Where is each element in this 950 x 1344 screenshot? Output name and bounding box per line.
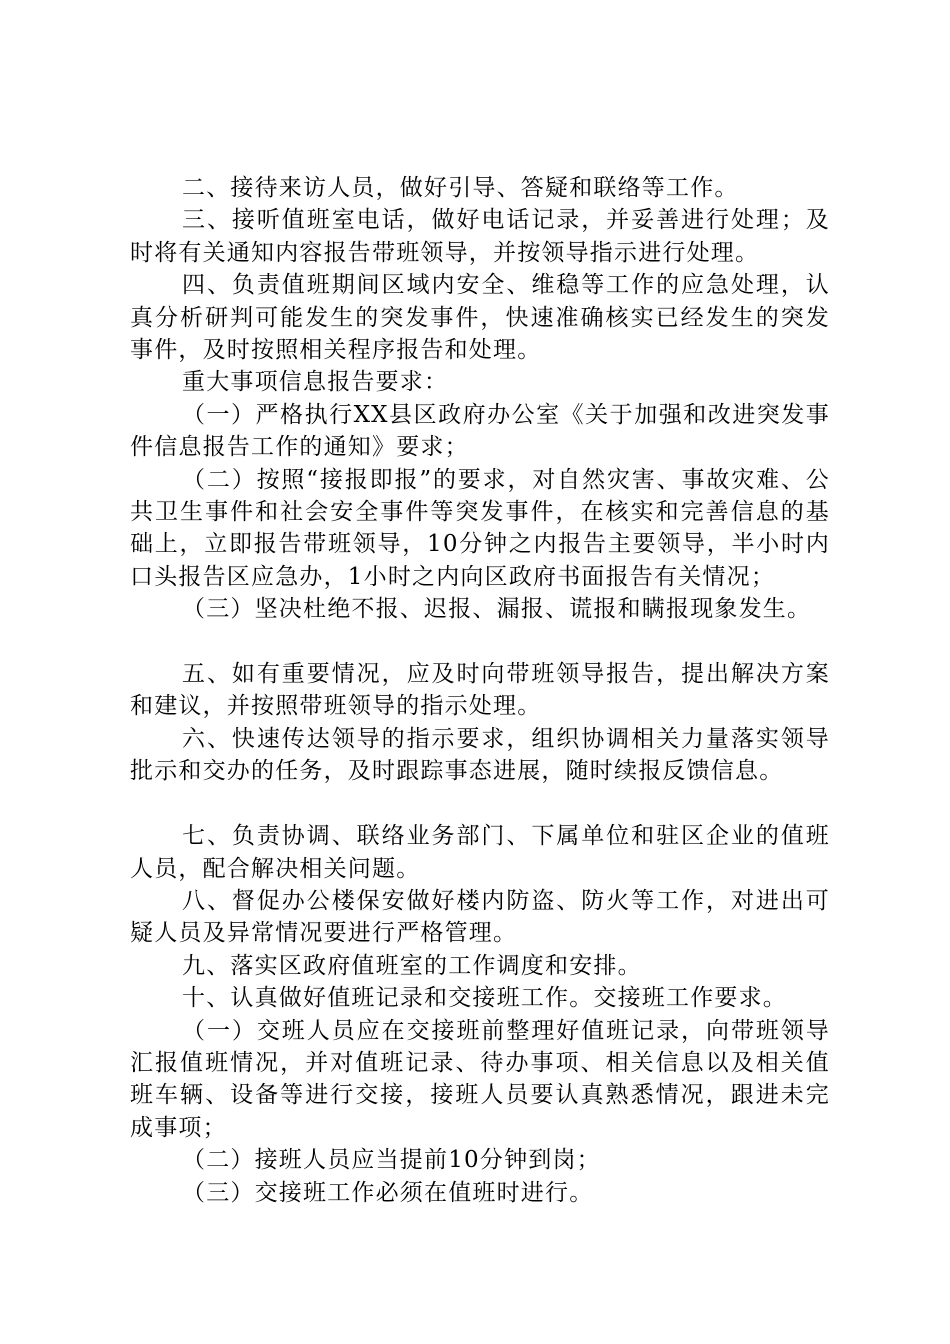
- paragraph-item-2: 二、接待来访人员，做好引导、答疑和联络等工作。: [182, 175, 739, 201]
- paragraph-major-report-heading: 重大事项信息报告要求：: [182, 369, 449, 396]
- paragraph-item-7: 七、负责协调、联络业务部门、下属单位和驻区企业的值班人员，配合解决相关问题。: [130, 823, 830, 882]
- paragraph-item-10: 十、认真做好值班记录和交接班工作。交接班工作要求。: [182, 985, 787, 1012]
- paragraph-item-6: 六、快速传达领导的指示要求，组织协调相关力量落实领导批示和交办的任务，及时跟踪事态进展，随时续报反馈信息。: [130, 725, 830, 785]
- paragraph-handover-sub-3: （三）交接班工作必须在值班时进行。: [182, 1179, 594, 1206]
- paragraph-item-8: 八、督促办公楼保安做好楼内防盗、防火等工作，对进出可疑人员及异常情况要进行严格管理。: [130, 887, 830, 947]
- paragraph-handover-sub-1: （一）交班人员应在交接班前整理好值班记录，向带班领导汇报值班情况，并对值班记录、待办事项、相关信息以及相关值班车辆、设备等进行交接，接班人员要认真熟悉情况，跟进未完成事项；: [130, 1017, 830, 1141]
- document-body: [130, 172, 830, 1209]
- paragraph-item-3: 三、接听值班室电话，做好电话记录，并妥善进行处理；及时将有关通知内容报告带班领导，并按领导指示进行处理。: [130, 207, 830, 266]
- paragraph-item-5: 五、如有重要情况，应及时向带班领导报告，提出解决方案和建议，并按照带班领导的指示处理。: [130, 661, 830, 720]
- paragraph-handover-sub-2: （二）接班人员应当提前10分钟到岗；: [182, 1147, 601, 1174]
- paragraph-report-sub-1: （一）严格执行XX县区政府办公室《关于加强和改进突发事件信息报告工作的通知》要求；: [130, 401, 830, 461]
- paragraph-item-4: 四、负责值班期间区域内安全、维稳等工作的应急处理，认真分析研判可能发生的突发事件，快速准确核实已经发生的突发事件，及时按照相关程序报告和处理。: [130, 272, 830, 364]
- paragraph-report-sub-2: （二）按照“接报即报”的要求，对自然灾害、事故灾难、公共卫生事件和社会安全事件等突发事件，在核实和完善信息的基础上，立即报告带班领导，10分钟之内报告主要领导，半小时内口头报告区应急办，1小时之内向区政府书面报告有关情况；: [130, 466, 830, 590]
- paragraph-report-sub-3: （三）坚决杜绝不报、迟报、漏报、谎报和瞒报现象发生。: [182, 596, 812, 623]
- paragraph-item-9: 九、落实区政府值班室的工作调度和安排。: [182, 952, 642, 979]
